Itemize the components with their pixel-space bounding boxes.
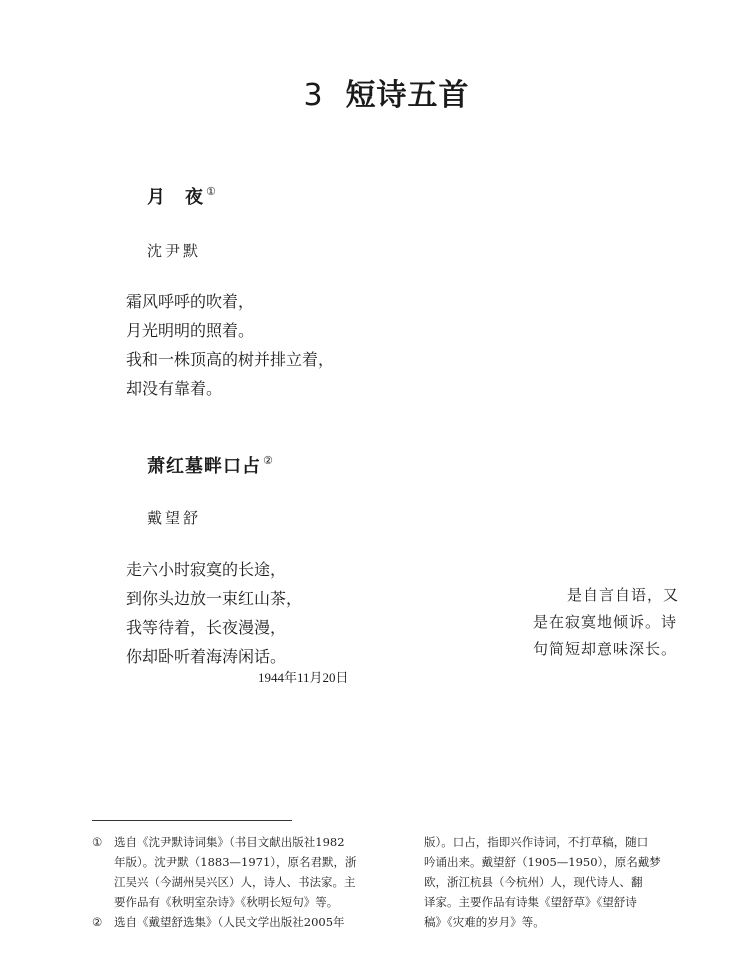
poem2-author: 戴望舒 (147, 509, 202, 527)
footnotes-right (424, 832, 661, 932)
footnote-line: 稿》《灾难的岁月》等。 (424, 915, 545, 929)
side-note-line: 是自言自语，又 (567, 586, 680, 604)
footnotes-left (92, 832, 357, 932)
poem2-line: 到你头边放一束红山茶， (126, 589, 303, 608)
footnote-marker-2: ② (263, 454, 274, 467)
poem2-line: 走六小时寂寞的长途， (126, 560, 287, 579)
poem1-title-text: 月 夜 (147, 187, 204, 208)
side-note-line: 句简短却意味深长。 (533, 640, 678, 658)
footnote-line: 译家。主要作品有诗集《望舒草》《望舒诗 (424, 895, 637, 909)
footnote-divider (92, 820, 292, 821)
footnote-line: 选自《沈尹默诗词集》（书目文献出版社1982 (114, 835, 345, 849)
poem2-body (126, 555, 302, 671)
poem1-title (147, 183, 217, 209)
poem1-author: 沈尹默 (147, 242, 202, 260)
poem2-line: 你却卧听着海涛闲话。 (126, 647, 287, 666)
footnote-line: 江吴兴（今湖州吴兴区）人，诗人、书法家。主 (114, 875, 356, 889)
poem1-line: 霜风呼呼的吹着， (126, 292, 255, 311)
side-note-line: 是在寂寞地倾诉。诗 (533, 613, 678, 631)
poem1-line: 却没有靠着。 (126, 379, 223, 398)
footnote-line: 吟诵出来。戴望舒（1905—1950），原名戴梦 (424, 855, 661, 869)
poem2-title (147, 452, 274, 478)
footnote-line: 欧，浙江杭县（今杭州）人，现代诗人、翻 (424, 875, 643, 889)
poem1-line: 我和一株顶高的树并排立着， (126, 350, 335, 369)
footnote-line: 要作品有《秋明室杂诗》《秋明长短句》等。 (114, 895, 339, 909)
poem1-body (126, 287, 334, 403)
poem2-title-text: 萧红墓畔口占 (147, 456, 261, 477)
footnote-line: 版）。口占，指即兴作诗词，不打草稿，随口 (424, 835, 649, 849)
footnote-1-mark: ① (92, 835, 103, 849)
poem2-date: 1944年11月20日 (258, 670, 349, 685)
lesson-title: 短诗五首 (345, 78, 470, 113)
lesson-number: 3 (303, 78, 324, 113)
footnote-line: 选自《戴望舒选集》（人民文学出版社2005年 (114, 915, 345, 929)
footnote-2-mark: ② (92, 915, 103, 929)
side-note (533, 582, 679, 663)
footnote-line: 年版）。沈尹默（1883—1971），原名君默，浙 (114, 855, 357, 869)
page-title (0, 70, 747, 114)
footnote-marker-1: ① (206, 185, 217, 198)
poem1-line: 月光明明的照着。 (126, 321, 255, 340)
footnote-2 (92, 912, 357, 932)
footnote-1 (92, 832, 357, 912)
poem2-line: 我等待着，长夜漫漫， (126, 618, 287, 637)
